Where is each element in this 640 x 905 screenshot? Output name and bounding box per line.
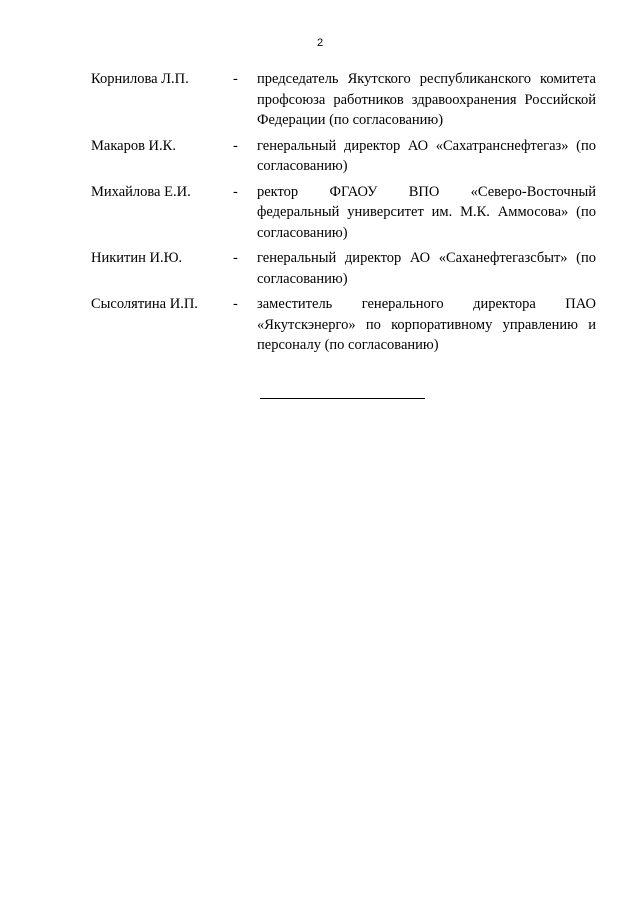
members-list [91,69,596,361]
member-dash: - [233,296,238,312]
member-entry [91,294,596,356]
member-name: Корнилова Л.П. [91,71,189,87]
member-role: генеральный директор АО «Саханефтегазсбыт» (по согласованию) [257,250,596,287]
member-dash: - [233,250,238,266]
member-name: Михайлова Е.И. [91,183,191,200]
member-entry [91,136,596,177]
member-entry [91,69,596,131]
page-number: 2 [316,37,324,49]
member-role: ректор ФГАОУ ВПО «Северо-Восточный федеральный университет им. М.К. Аммосова» (по согласованию) [257,183,596,241]
member-name: Сысолятина И.П. [91,296,198,312]
member-dash: - [233,183,238,200]
member-role: генеральный директор АО «Сахатранснефтегаз» (по согласованию) [257,137,596,174]
member-dash: - [233,71,238,87]
member-name: Макаров И.К. [91,137,176,154]
member-entry [91,248,596,289]
member-role: председатель Якутского республиканского комитета профсоюза работников здравоохранения Российской Федерации (по согласованию) [257,71,596,128]
closing-divider [260,398,425,399]
member-role: заместитель генерального директора ПАО «Якутскэнерго» по корпоративному управлению и персоналу (по согласованию) [257,296,596,353]
member-dash: - [233,137,238,154]
member-name: Никитин И.Ю. [91,250,183,266]
member-entry [91,182,596,244]
